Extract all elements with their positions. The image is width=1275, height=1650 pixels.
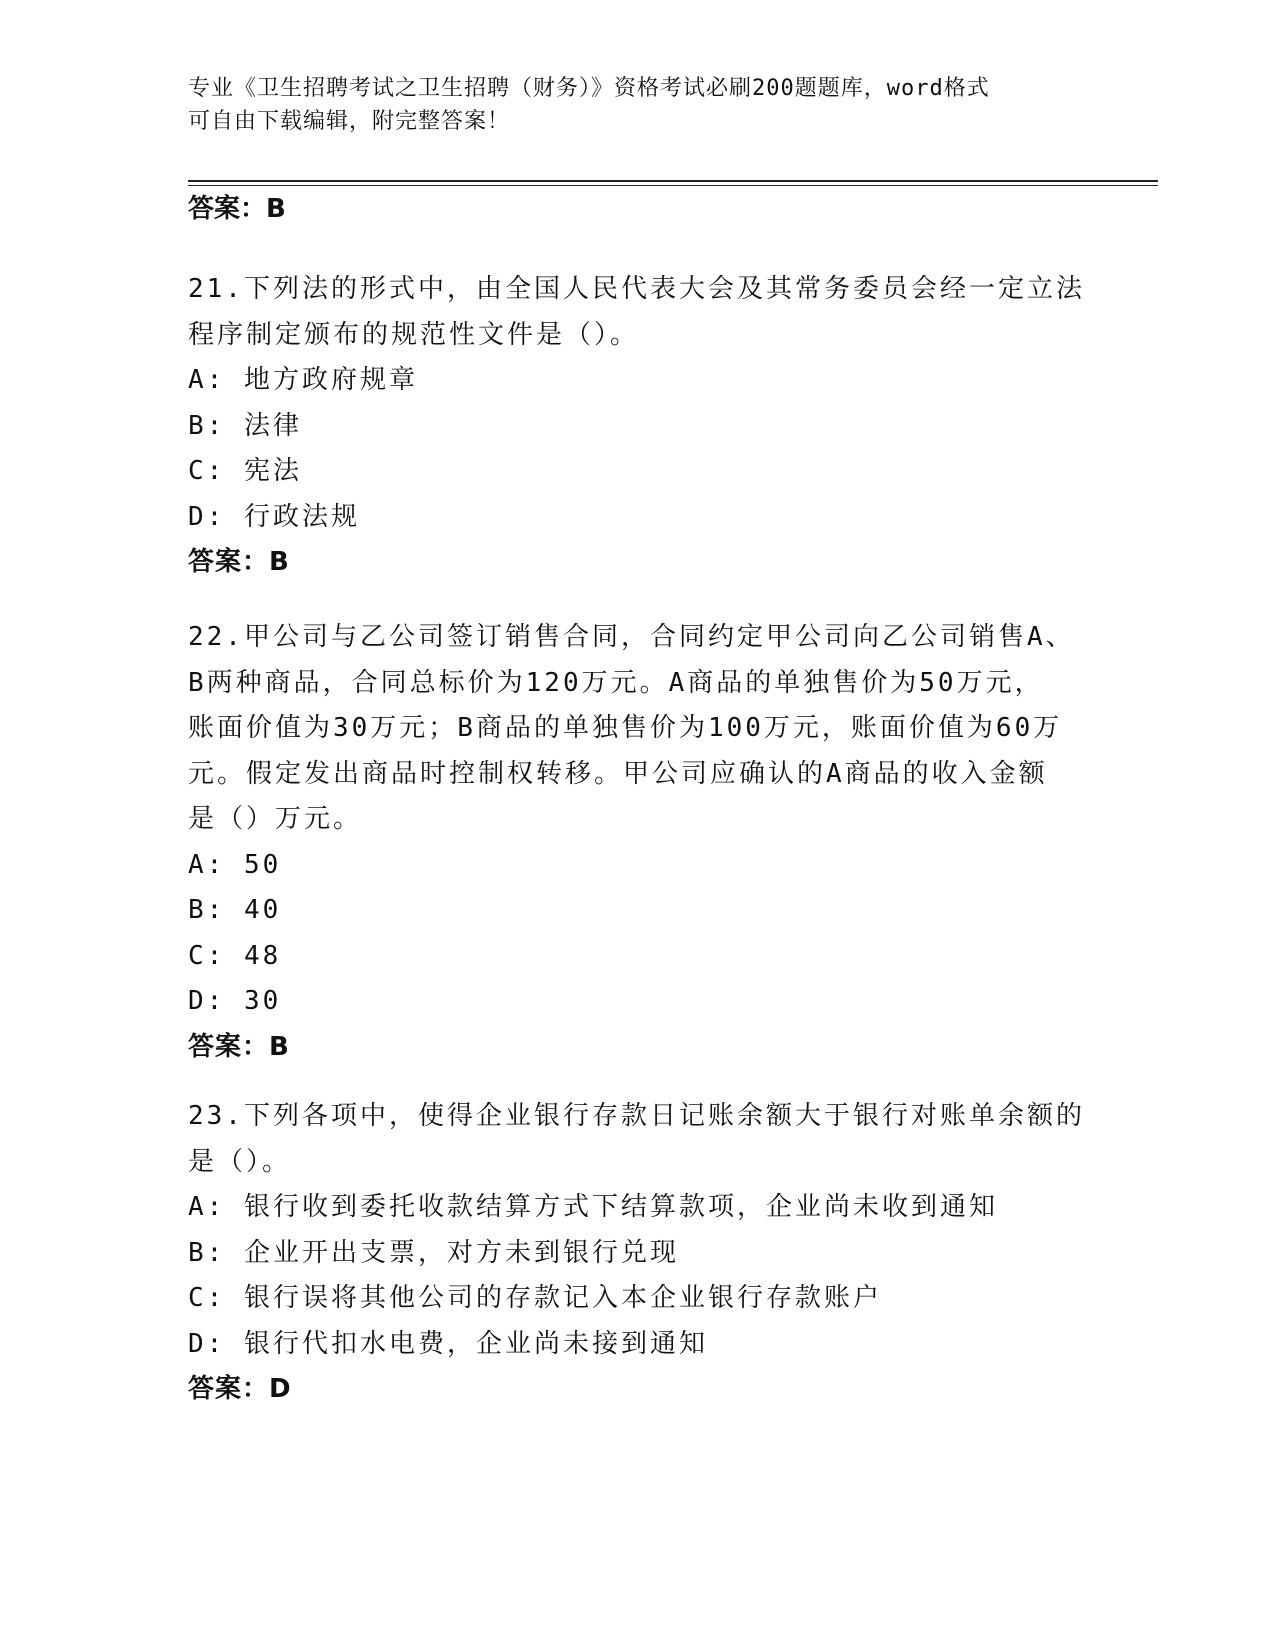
option-d: D: 30 [188,986,282,1016]
option-d: D: 行政法规 [188,501,360,532]
answer: 答案：D [188,1374,292,1404]
question-text-line: 22.甲公司与乙公司签订销售合同，合同约定甲公司向乙公司销售A、 [188,622,1075,652]
option-c: C: 48 [188,940,282,971]
answer: 答案：B [188,547,290,577]
answer: 答案：B [188,1031,290,1062]
previous-answer: 答案：B [188,194,286,224]
option-b: B: 企业开出支票，对方未到银行兑现 [188,1237,679,1268]
question-text-line: 23.下列各项中，使得企业银行存款日记账余额大于银行对账单余额的 [188,1101,1085,1131]
option-b: B: 法律 [188,410,302,441]
question-text-line: 账面价值为30万元；B商品的单独售价为100万元，账面价值为60万 [188,713,1063,743]
document-header [188,72,1068,138]
header-line-2: 可自由下载编辑，附完整答案！ [188,109,511,134]
option-a: A: 地方政府规章 [188,365,418,395]
option-b: B: 40 [188,895,282,925]
option-a: A: 50 [188,849,282,880]
question-23 [188,1094,1088,1413]
option-d: D: 银行代扣水电费，企业尚未接到通知 [188,1328,708,1359]
question-text-line: 程序制定颁布的规范性文件是（）。 [188,319,640,350]
question-text-line: 是（）万元。 [188,804,363,834]
header-divider-thick [188,180,1158,182]
question-22 [188,615,1088,1070]
option-c: C: 宪法 [188,456,302,486]
question-21 [188,267,1088,586]
question-text-line: B两种商品，合同总标价为120万元。A商品的单独售价为50万元， [188,667,1044,698]
header-divider-thin [188,185,1158,186]
question-text-line: 是（）。 [188,1146,292,1177]
question-text-line: 21.下列法的形式中，由全国人民代表大会及其常务委员会经一定立法 [188,274,1085,304]
option-c: C: 银行误将其他公司的存款记入本企业银行存款账户 [188,1283,882,1313]
question-text-line: 元。假定发出商品时控制权转移。甲公司应确认的A商品的收入金额 [188,758,1048,789]
header-line-1: 专业《卫生招聘考试之卫生招聘（财务）》资格考试必刷200题题库，word格式 [188,76,990,101]
option-a: A: 银行收到委托收款结算方式下结算款项，企业尚未收到通知 [188,1192,998,1222]
